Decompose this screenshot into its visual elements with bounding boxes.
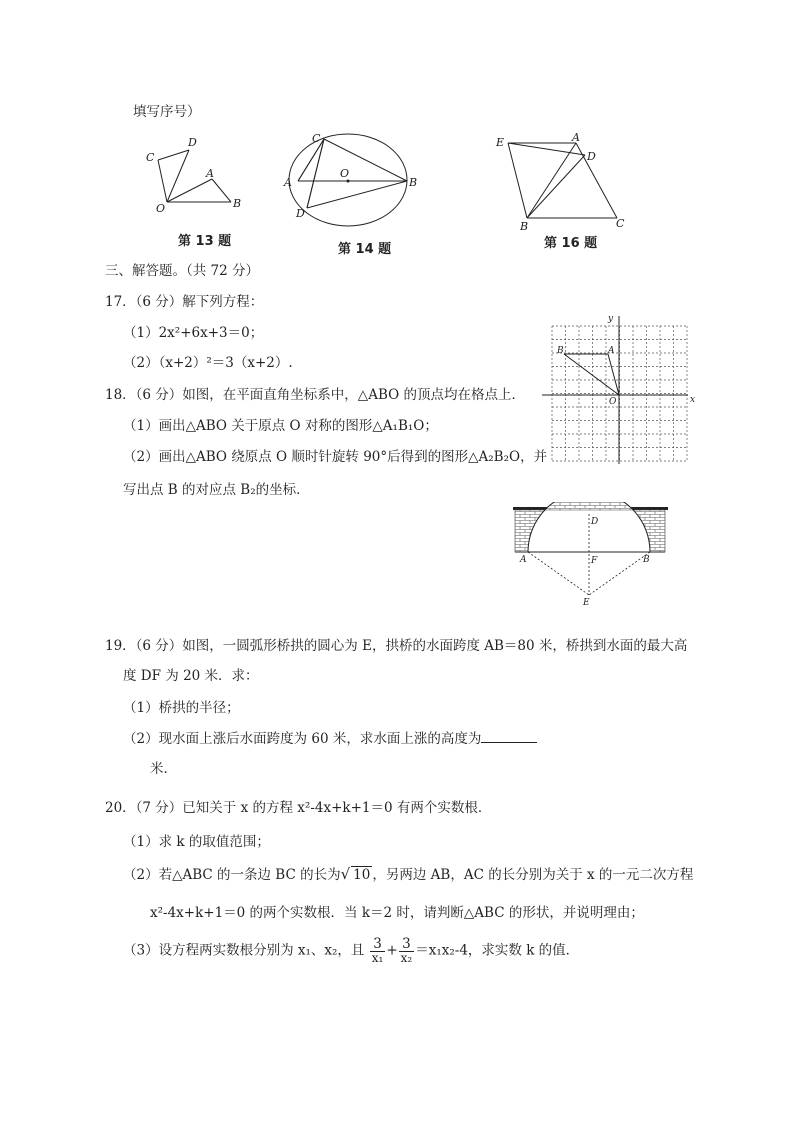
q19-part2a	[123, 727, 537, 747]
label-D: D	[587, 150, 596, 163]
sqrt-radicand: 10	[353, 867, 371, 883]
q19-part2b: 米．	[150, 761, 177, 777]
label-B: B	[409, 176, 418, 189]
q19-head-line1: 19．（6 分）如图，一圆弧形桥拱的圆心为 E，拱桥的水面跨度 AB＝80 米，桥拱到水面的最大高	[105, 638, 688, 654]
bridge-figure	[505, 502, 675, 610]
label-O: O	[340, 167, 350, 180]
label-O: O	[609, 397, 617, 407]
q18-part2a: （2）画出△ABO 绕原点 O 顺时针旋转 90°后得到的图形△A₂B₂O，并	[123, 449, 548, 465]
label-B: B	[557, 346, 564, 356]
q18-part2b: 写出点 B 的对应点 B₂的坐标．	[123, 482, 310, 498]
figure-13-caption: 第 13 题	[178, 234, 232, 249]
q20-part3	[123, 937, 579, 965]
label-F: F	[591, 556, 598, 566]
figure-16	[490, 130, 630, 234]
label-E: E	[496, 136, 505, 149]
label-D: D	[188, 136, 197, 149]
top-note: 填写序号）	[133, 104, 201, 120]
label-B: B	[520, 220, 529, 233]
label-B: B	[643, 555, 650, 565]
figure-16-caption: 第 16 题	[544, 236, 598, 251]
label-B: B	[233, 197, 242, 210]
fraction-2: $\frac{3}{\text{x₂}}$	[400, 936, 413, 966]
label-D: D	[296, 207, 305, 220]
label-x: x	[690, 395, 696, 405]
q20-part2b: x²-4x+k+1＝0 的两个实数根．当 k＝2 时，请判断△ABC 的形状，并说明理由；	[150, 905, 644, 921]
q17-part2: （2）（x+2）²＝3（x+2）.	[123, 355, 293, 371]
q20-head: 20．（7 分）已知关于 x 的方程 x²-4x+k+1＝0 有两个实数根．	[105, 800, 492, 816]
q18-part1: （1）画出△ABO 关于原点 O 对称的图形△A₁B₁O；	[123, 418, 438, 434]
label-D: D	[591, 517, 599, 527]
label-C: C	[146, 151, 155, 164]
figure-13	[140, 132, 250, 214]
label-A: A	[206, 167, 214, 180]
label-A: A	[608, 346, 615, 356]
q20-part2a	[123, 863, 693, 883]
label-A: A	[520, 555, 527, 565]
label-O: O	[156, 202, 166, 214]
q20-part3-pre: （3）设方程两实数根分别为 x₁、x₂，且	[123, 942, 365, 959]
q17-head: 17．（6 分）解下列方程：	[105, 294, 264, 310]
figure-14-caption: 第 14 题	[338, 242, 392, 257]
q20-part1: （1）求 k 的取值范围；	[123, 834, 270, 850]
plus-sign: +	[386, 942, 398, 959]
sqrt-symbol: √	[340, 865, 351, 883]
q17-part1: （1）2x²+6x+3＝0；	[123, 325, 264, 341]
coordinate-grid	[538, 312, 698, 472]
q18-head: 18．（6 分）如图，在平面直角坐标系中，△ABO 的顶点均在格点上．	[105, 387, 525, 403]
q20-part3-post: ＝x₁x₂-4，求实数 k 的值．	[415, 942, 580, 959]
q20-part2a-post: ，另两边 AB，AC 的长分别为关于 x 的一元二次方程	[372, 867, 694, 883]
q19-part1: （1）桥拱的半径；	[123, 700, 240, 716]
q19-head-line2: 度 DF 为 20 米．求：	[123, 668, 259, 684]
label-C: C	[616, 217, 625, 230]
label-C: C	[312, 132, 321, 145]
q20-part2a-pre: （2）若△ABC 的一条边 BC 的长为	[123, 867, 341, 883]
figure-14	[282, 130, 422, 230]
q19-part2a-text: （2）现水面上涨后水面跨度为 60 米，求水面上涨的高度为	[123, 731, 482, 747]
answer-blank	[481, 730, 537, 743]
label-A: A	[284, 176, 292, 189]
label-E: E	[583, 598, 590, 608]
fraction-1: $\frac{3}{\text{x₁}}$	[371, 936, 384, 966]
section-3-title: 三、解答题。（共 72 分）	[105, 263, 260, 279]
label-y: y	[608, 314, 614, 324]
label-A: A	[572, 131, 580, 144]
